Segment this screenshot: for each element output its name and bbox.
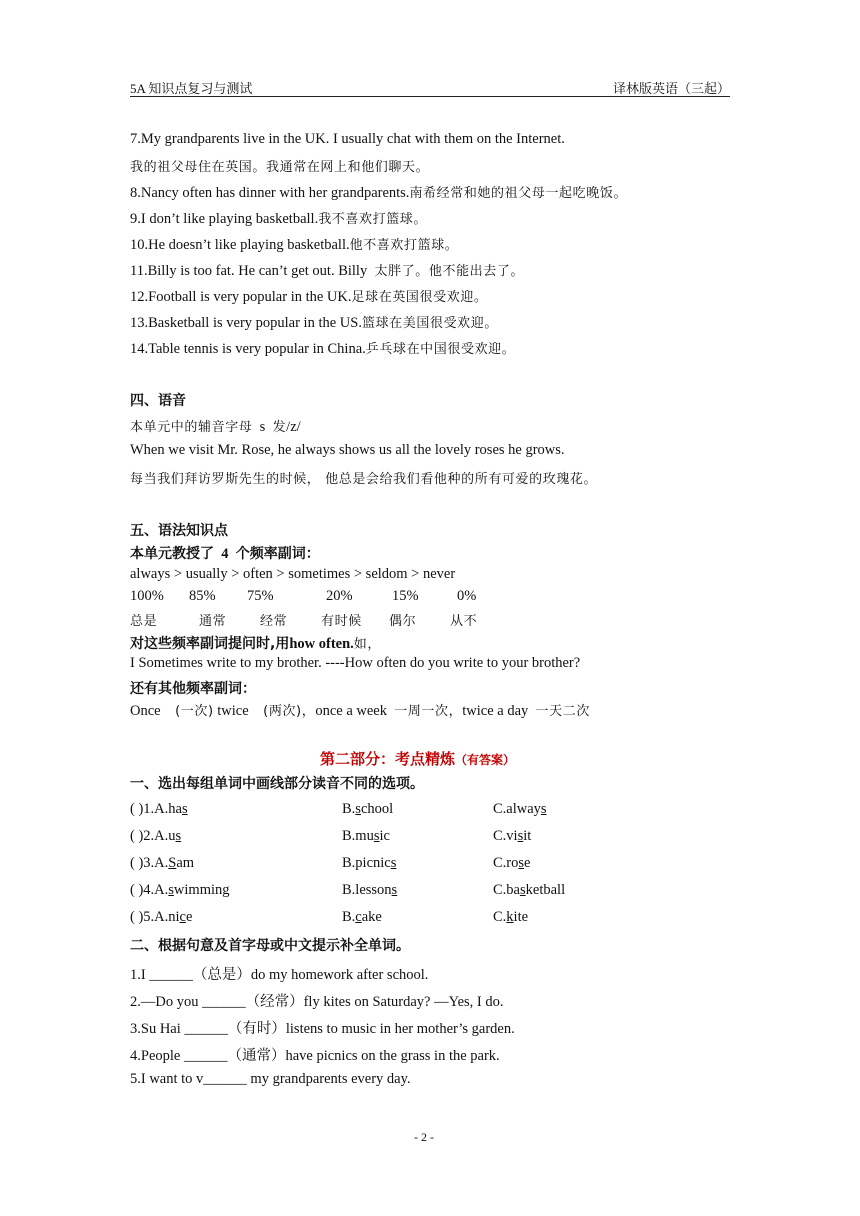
ex1-underlined: s <box>168 882 174 898</box>
percent-never: 0% <box>457 588 477 604</box>
sentence-8 <box>130 182 627 202</box>
sentence-cn: 我不喜欢打篮球。 <box>318 212 428 227</box>
page-number: - 2 - <box>414 1130 434 1144</box>
sentence-cn: 足球在英国很受欢迎。 <box>351 290 488 305</box>
grammar-ask-a: 对这些频率副词提问时,用 <box>130 636 290 652</box>
exercise2-item-2: 2.—Do you ______（经常）fly kites on Saturday? —Yes, I do. <box>130 994 504 1010</box>
sentence-14 <box>130 338 515 358</box>
ex1-row1-a <box>130 801 188 818</box>
meaning-sometimes: 有时候 <box>321 614 362 629</box>
meaning-never: 从不 <box>450 614 478 629</box>
phonetics-sound: /z/ <box>286 419 301 435</box>
sentence-en: 14.Table tennis is very popular in China. <box>130 341 366 357</box>
sentence-cn: 太胖了。他不能出去了。 <box>374 264 525 279</box>
ex1-row4-a <box>130 882 230 899</box>
ex1-underlined: S <box>168 855 177 871</box>
grammar-other-title: 还有其他频率副词： <box>130 681 256 697</box>
percent-sometimes: 20% <box>326 588 353 604</box>
sentence-10 <box>130 234 458 254</box>
phonetics-example-en: When we visit Mr. Rose, he always shows us all the lovely roses he grows. <box>130 442 565 458</box>
phonetics-rule-cn: 本单元中的辅音字母 <box>130 420 253 435</box>
other-twice: twice <box>217 703 249 719</box>
ex1-text: e <box>524 855 531 871</box>
grammar-other-list <box>130 700 590 720</box>
ex1-row5-num: ( )5.A. <box>130 909 169 925</box>
ex1-row2-c <box>493 828 531 845</box>
grammar-intro-num: 4 <box>221 546 229 562</box>
ex1-text: B.picnic <box>342 855 391 871</box>
ex1-underlined: s <box>181 801 188 817</box>
sentence-9 <box>130 208 427 228</box>
sentence-12 <box>130 286 488 306</box>
header-divider <box>130 96 730 97</box>
part2-note: （有答案） <box>455 753 516 767</box>
sentence-en: 11.Billy is too fat. He can’t get out. Billy <box>130 263 371 279</box>
meaning-always: 总是 <box>130 614 158 629</box>
percent-always: 100% <box>130 588 164 604</box>
ex1-text: it <box>523 828 532 844</box>
ex1-text: wimming <box>173 882 230 898</box>
ex1-text: e <box>185 909 193 925</box>
ex1-row3-num: ( )3.A. <box>130 855 169 871</box>
ex1-underlined: s <box>518 855 525 871</box>
percent-usually: 85% <box>189 588 216 604</box>
ex1-row3-a <box>130 855 194 872</box>
ex1-underlined: s <box>391 882 398 898</box>
phonetics-sound-cn: 发 <box>272 420 287 435</box>
ex1-row1-b <box>342 801 393 818</box>
ex1-text: B.lesson <box>342 882 392 898</box>
ex1-text: C.ro <box>493 855 519 871</box>
ex1-underlined: s <box>519 882 526 898</box>
meaning-often: 经常 <box>260 614 288 629</box>
ex1-row5-c <box>493 909 528 926</box>
ex1-text: chool <box>360 801 394 817</box>
phonetics-example-cn: 每当我们拜访罗斯先生的时候， 他总是会给我们看他种的所有可爱的玫瑰花。 <box>130 472 598 487</box>
ex1-row5-b <box>342 909 382 926</box>
sentence-7-en: 7.My grandparents live in the UK. I usually chat with them on the Internet. <box>130 131 565 147</box>
percent-often: 75% <box>247 588 274 604</box>
meaning-seldom: 偶尔 <box>389 614 417 629</box>
ex1-text: ake <box>361 909 382 925</box>
sentence-en: 8.Nancy often has dinner with her grandparents. <box>130 185 410 201</box>
ex1-underlined: s <box>373 828 380 844</box>
ex1-text: B.mu <box>342 828 374 844</box>
other-once: Once <box>130 703 161 719</box>
exercise2-item-3: 3.Su Hai ______（有时）listens to music in her mother’s garden. <box>130 1021 515 1037</box>
ex1-underlined: s <box>390 855 397 871</box>
sentence-en: 9.I don’t like playing basketball. <box>130 211 319 227</box>
ex1-row3-c <box>493 855 530 872</box>
ex1-text: ic <box>379 828 390 844</box>
sentence-en: 10.He doesn’t like playing basketball. <box>130 237 350 253</box>
ex1-underlined: s <box>517 828 524 844</box>
exercise2-item-5: 5.I want to v______ my grandparents every day. <box>130 1071 411 1087</box>
percent-seldom: 15% <box>392 588 419 604</box>
ex1-underlined: s <box>540 801 547 817</box>
ex1-row1-num: ( )1.A. <box>130 801 169 817</box>
ex1-text: am <box>176 855 195 871</box>
ex1-row3-b <box>342 855 396 872</box>
ex1-text: C. <box>493 909 507 925</box>
ex1-text: B. <box>342 909 356 925</box>
ex1-row2-num: ( )2.A. <box>130 828 169 844</box>
other-once-a-week: once a week <box>315 703 387 719</box>
grammar-intro-a: 本单元教授了 <box>130 546 214 562</box>
part2-title <box>320 748 515 769</box>
ex1-underlined: c <box>355 909 362 925</box>
ex1-text: ni <box>168 909 180 925</box>
sentence-7-cn: 我的祖父母住在英国。我通常在网上和他们聊天。 <box>130 160 430 175</box>
exercise2-item-4: 4.People ______（通常）have picnics on the grass in the park. <box>130 1048 500 1064</box>
phonetics-rule <box>130 416 301 436</box>
ex1-text: ha <box>168 801 182 817</box>
ex1-underlined: k <box>506 909 514 925</box>
sentence-11 <box>130 260 524 280</box>
ex1-text: C.alway <box>493 801 541 817</box>
ex1-row2-b <box>342 828 390 845</box>
ex1-row1-c <box>493 801 547 818</box>
sentence-cn: 南希经常和她的祖父母一起吃晚饭。 <box>409 186 628 201</box>
meaning-usually: 通常 <box>199 614 227 629</box>
phonetics-letter: s <box>259 419 266 435</box>
sentence-cn: 他不喜欢打篮球。 <box>349 238 459 253</box>
ex1-text: ite <box>513 909 529 925</box>
exercise2-title: 二、根据句意及首字母或中文提示补全单词。 <box>130 938 410 954</box>
sentence-en: 12.Football is very popular in the UK. <box>130 289 352 305</box>
ex1-text: C.vi <box>493 828 518 844</box>
ex1-underlined: s <box>175 828 182 844</box>
sentence-cn: 篮球在美国很受欢迎。 <box>361 316 498 331</box>
grammar-ask-example: I Sometimes write to my brother. ----How often do you write to your brother? <box>130 655 581 671</box>
ex1-text: C.ba <box>493 882 520 898</box>
frequency-scale: always > usually > often > sometimes > seldom > never <box>130 566 456 582</box>
ex1-row4-c <box>493 882 565 899</box>
grammar-intro <box>130 543 320 563</box>
ex1-text: B. <box>342 801 356 817</box>
ex1-text: u <box>168 828 176 844</box>
grammar-ask-c: 如， <box>353 637 381 652</box>
grammar-ask-b: how often. <box>289 636 354 652</box>
ex1-underlined: s <box>355 801 361 817</box>
part2-title-text: 第二部分：考点精炼 <box>320 750 456 768</box>
sentence-en: 13.Basketball is very popular in the US. <box>130 315 362 331</box>
sentence-13 <box>130 312 498 332</box>
grammar-ask <box>130 633 381 653</box>
exercise1-title: 一、选出每组单词中画线部分读音不同的选项。 <box>130 776 424 792</box>
other-twice-a-day: twice a day <box>462 703 529 719</box>
other-twice-a-day-cn: 一天二次 <box>535 704 590 719</box>
ex1-row4-num: ( )4.A. <box>130 882 169 898</box>
sentence-cn: 乒乓球在中国很受欢迎。 <box>365 342 516 357</box>
phonetics-title: 四、语音 <box>130 393 186 409</box>
header-left: 5A 知识点复习与测试 <box>130 81 253 96</box>
exercise2-item-1: 1.I ______（总是）do my homework after school. <box>130 967 429 983</box>
grammar-intro-b: 个频率副词： <box>235 546 320 562</box>
other-once-a-week-cn: 一周一次， <box>394 704 463 719</box>
ex1-row2-a <box>130 828 181 845</box>
other-once-cn: (一次) <box>175 704 214 719</box>
ex1-row4-b <box>342 882 397 899</box>
other-twice-cn: (两次)， <box>263 704 316 719</box>
ex1-text: ketball <box>525 882 566 898</box>
header-right: 译林版英语（三起） <box>612 81 730 96</box>
ex1-row5-a <box>130 909 192 926</box>
grammar-title: 五、语法知识点 <box>130 523 228 539</box>
ex1-underlined: c <box>179 909 186 925</box>
